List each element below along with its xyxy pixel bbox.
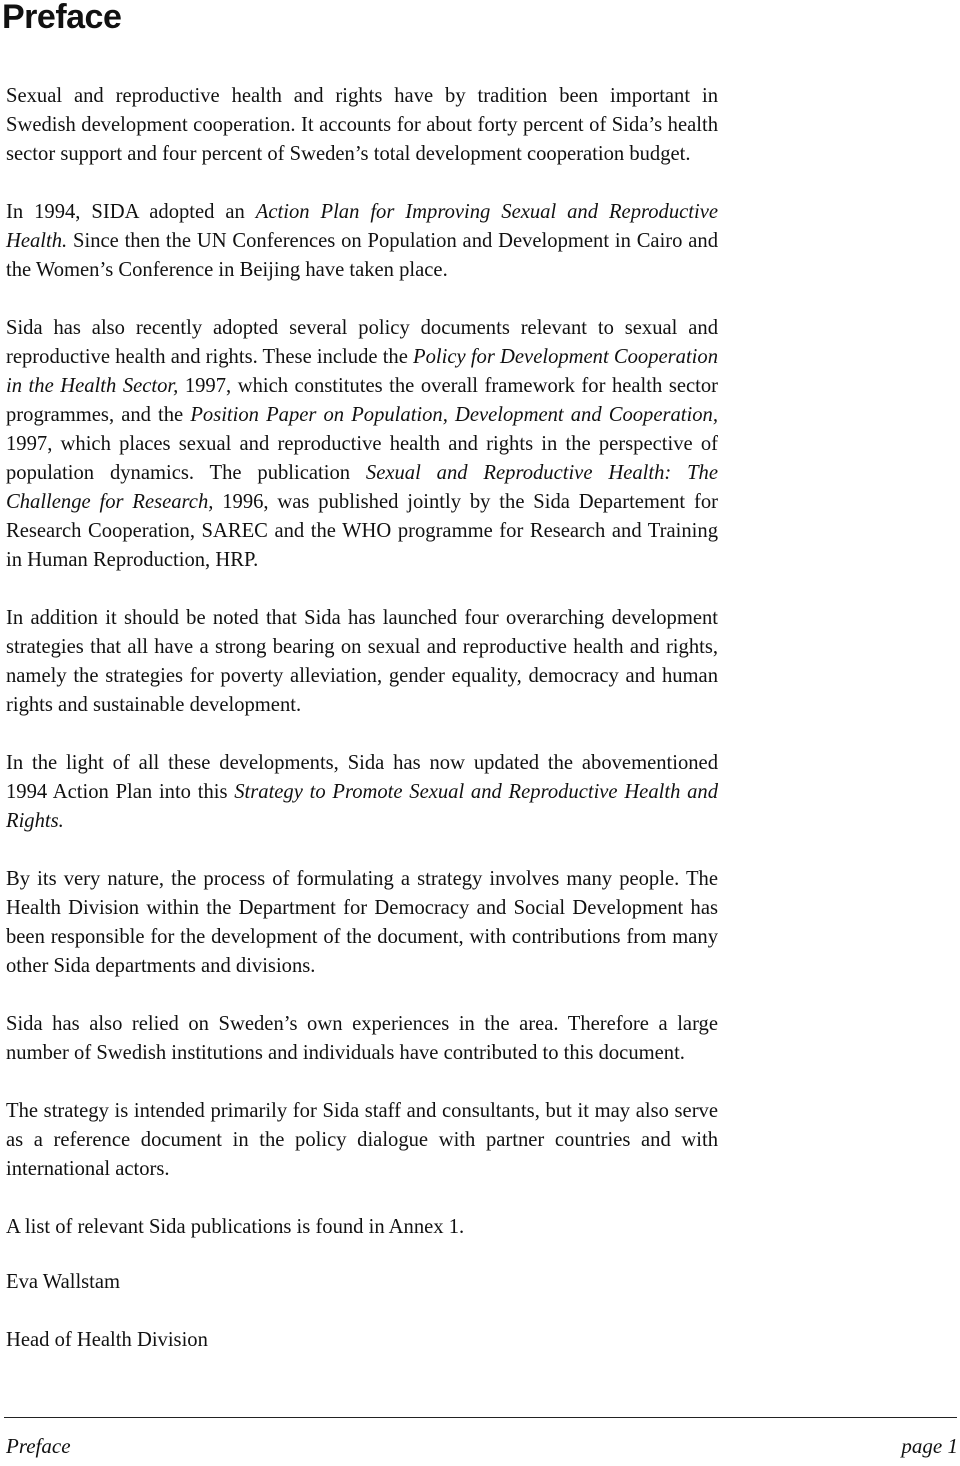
paragraph-9: A list of relevant Sida publications is found in Annex 1. bbox=[6, 1216, 465, 1238]
preface-body bbox=[6, 82, 718, 1384]
signature-name: Eva Wallstam bbox=[6, 1271, 121, 1293]
research-publication-title: Sexual and Reproductive Health: The Challenge for Research, bbox=[6, 462, 718, 513]
paragraph-3-text-g: 1996, was published jointly by the Sida Departement for Research Cooperation, SAREC and the WHO programme for Research and Training in Human Reproduction, HRP. bbox=[6, 491, 718, 571]
page-number: page 1 bbox=[901, 1434, 958, 1458]
paragraph-2-text-a: In 1994, SIDA adopted an bbox=[6, 201, 256, 223]
signature-role: Head of Health Division bbox=[6, 1329, 208, 1351]
paragraph-6: By its very nature, the process of formulating a strategy involves many people. The Health Division within the Department for Democracy and Social Development has been responsible for the development of the document, with contributions from many other Sida departments and divisions. bbox=[6, 868, 718, 977]
footer-rule bbox=[4, 1417, 957, 1418]
paragraph-8: The strategy is intended primarily for Sida staff and consultants, but it may also serve as a reference document in the policy dialogue with partner countries and with international actors. bbox=[6, 1100, 718, 1180]
paragraph-5 bbox=[6, 749, 718, 836]
paragraph-3-text-a: Sida has also recently adopted several policy documents relevant to sexual and reproductive health and rights. These include the bbox=[6, 317, 718, 368]
paragraph-7: Sida has also relied on Sweden’s own experiences in the area. Therefore a large number of Swedish institutions and individuals have contributed to this document. bbox=[6, 1013, 718, 1064]
paragraph-4: In addition it should be noted that Sida has launched four overarching development strategies that all have a strong bearing on sexual and reproductive health and rights, namely the strategies for poverty alleviation, gender equality, democracy and human rights and sustainable development. bbox=[6, 607, 718, 716]
paragraph-5-text-a: In the light of all these developments, Sida has now updated the abovementioned 1994 Action Plan into this bbox=[6, 752, 718, 803]
policy-title: Policy for Development Cooperation in the Health Sector, bbox=[6, 346, 718, 397]
paragraph-3-text-e: 1997, which places sexual and reproductive health and rights in the perspective of population dynamics. The publication bbox=[6, 433, 718, 484]
paragraph-2-text-c: Since then the UN Conferences on Population and Development in Cairo and the Women’s Conference in Beijing have taken place. bbox=[6, 230, 718, 281]
strategy-title: Strategy to Promote Sexual and Reproductive Health and Rights. bbox=[6, 781, 718, 832]
page-title: Preface bbox=[2, 0, 122, 36]
paragraph-3 bbox=[6, 314, 718, 575]
paragraph-3-text-c: 1997, which constitutes the overall framework for health sector programmes, and the bbox=[6, 375, 718, 426]
footer-section-title: Preface bbox=[6, 1434, 71, 1458]
position-paper-title: Position Paper on Population, Development and Cooperation, bbox=[190, 404, 718, 426]
action-plan-title: Action Plan for Improving Sexual and Reproductive Health. bbox=[6, 201, 718, 252]
paragraph-2 bbox=[6, 198, 718, 285]
paragraph-1: Sexual and reproductive health and rights have by tradition been important in Swedish development cooperation. It accounts for about forty percent of Sida’s health sector support and four percent of Sweden’s total development cooperation budget. bbox=[6, 85, 718, 165]
